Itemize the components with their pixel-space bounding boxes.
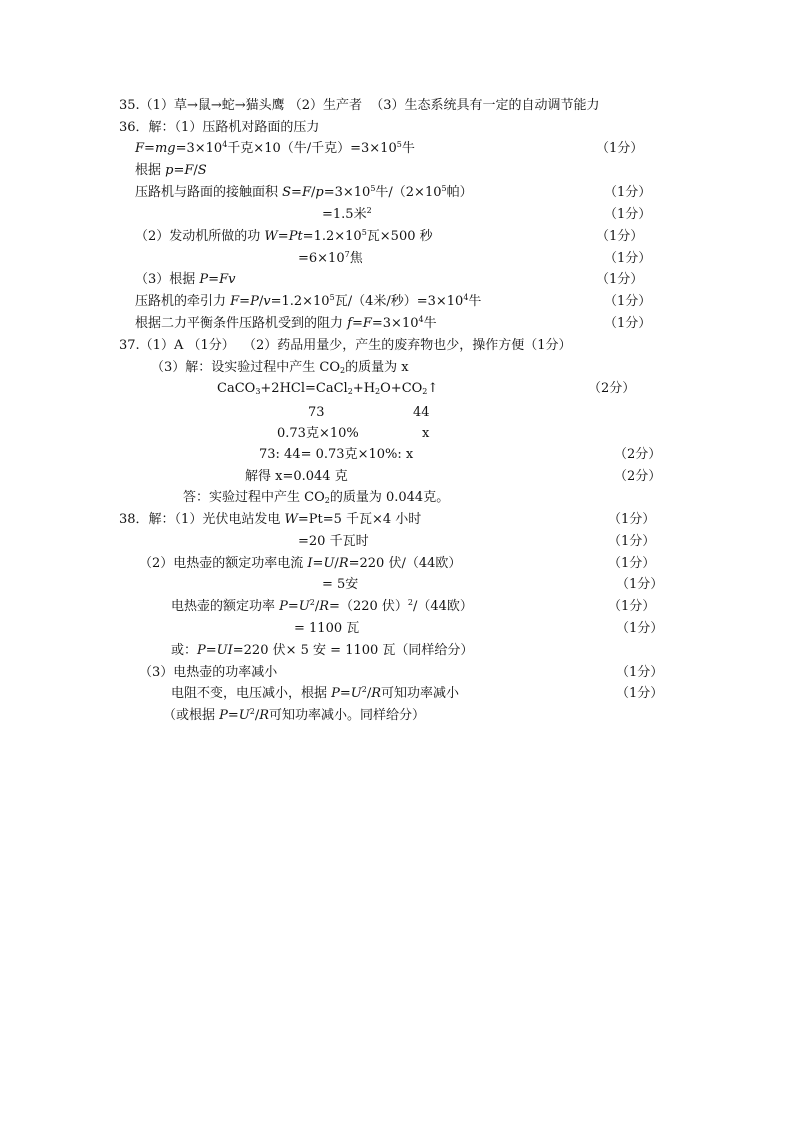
q38-score-4: （1分） [616, 577, 664, 592]
q38-score-1: （1分） [608, 512, 656, 527]
q37-line-1: 37.（1）A （1分） （2）药品用量少，产生的废弃物也少，操作方便（1分） [119, 338, 572, 353]
q36-score-5: （1分） [604, 251, 652, 266]
q37-score-1: （2分） [588, 381, 636, 396]
q38-line-2: =20 千瓦时 [298, 534, 369, 549]
q36-score-8: （1分） [604, 316, 652, 331]
q36-line-4: =1.5米$^2$ [322, 206, 372, 222]
q38-line-3: （2）电热壶的额定功率电流 I=U/R=220 伏/（44欧） [139, 556, 462, 571]
q37-answer: 答：实验过程中产生 $CO_2$的质量为 0.044克。 [183, 490, 450, 505]
q37-score-3: （2分） [614, 469, 662, 484]
q38-score-5: （1分） [608, 599, 656, 614]
q38-line-7: 或：P=UI=220 伏× 5 安 = 1100 瓦（同样给分） [171, 643, 474, 658]
q36-score-3: （1分） [604, 207, 652, 222]
q38-line-9: 电阻不变，电压减小，根据 $P=U^2/R$可知功率减小 [171, 685, 460, 701]
q36-line-8: 压路机的牵引力 $F=P/v=1.2\times 10^5$瓦/（4米/秒）$=3\times 10^4$牛 [135, 293, 482, 309]
q36-line-7: （3）根据 P=Fv [135, 272, 236, 287]
q36-score-2: （1分） [604, 185, 652, 200]
q37-score-2: （2分） [614, 447, 662, 462]
q38-line-4: = 5安 [322, 577, 359, 592]
q36-line-3: 压路机与路面的接触面积 $S=F/p=3\times 10^5$牛$/(2\times 10^5$帕） [135, 184, 473, 200]
q37-equation: $CaCO_3+2HCl=CaCl_2+H_2O+CO_2↑$ [217, 381, 439, 396]
q36-line-2: 根据 p=F/S [135, 163, 207, 178]
q38-line-1: 38．解：（1）光伏电站发电 W=Pt=5 千瓦×4 小时 [119, 512, 422, 527]
q37-mass-sample: 0.73克×10% [277, 426, 359, 441]
q38-line-8: （3）电热壶的功率减小 [139, 665, 278, 680]
q37-solve: 解得 x=0.044 克 [245, 469, 348, 484]
q38-line-6: = 1100 瓦 [294, 621, 360, 636]
q37-ratio: 73: 44= 0.73克×10%: x [259, 447, 414, 462]
q36-line-9: 根据二力平衡条件压路机受到的阻力 $f=F=3\times 10^4$牛 [135, 315, 437, 331]
q36-score-4: （1分） [596, 229, 644, 244]
q36-line-1: $F=mg=3\times 10^4$千克×10（牛/千克）$=3\times 10^5$牛 [135, 140, 415, 156]
q38-line-5: 电热壶的额定功率 $P=U^2/R=(220$ 伏）$^2$/（44欧） [171, 598, 473, 614]
q38-score-8: （1分） [616, 686, 664, 701]
q36-header: 36．解：（1）压路机对路面的压力 [119, 120, 320, 135]
q36-line-6: $=6\times 10^7$焦 [298, 250, 363, 266]
q36-score-6: （1分） [596, 272, 644, 287]
q35-line: 35.（1）草→鼠→蛇→猫头鹰 （2）生产者 （3）生态系统具有一定的自动调节能力 [119, 98, 600, 113]
q38-score-6: （1分） [616, 621, 664, 636]
q37-line-2: （3）解：设实验过程中产生 $CO_2$的质量为 x [151, 360, 409, 375]
q36-score-1: （1分） [596, 141, 644, 156]
q37-mass-x: x [422, 426, 430, 441]
q38-score-2: （1分） [608, 534, 656, 549]
q36-score-7: （1分） [604, 294, 652, 309]
q38-score-3: （1分） [608, 556, 656, 571]
q36-line-5: （2）发动机所做的功 $W=Pt=1.2\times 10^5$瓦×500 秒 [135, 228, 433, 244]
q37-mass-44: 44 [413, 405, 430, 420]
q37-mass-73: 73 [308, 405, 325, 420]
q38-score-7: （1分） [616, 665, 664, 680]
q38-line-10: （或根据 $P=U^2/R$可知功率减小。同样给分） [163, 707, 426, 723]
